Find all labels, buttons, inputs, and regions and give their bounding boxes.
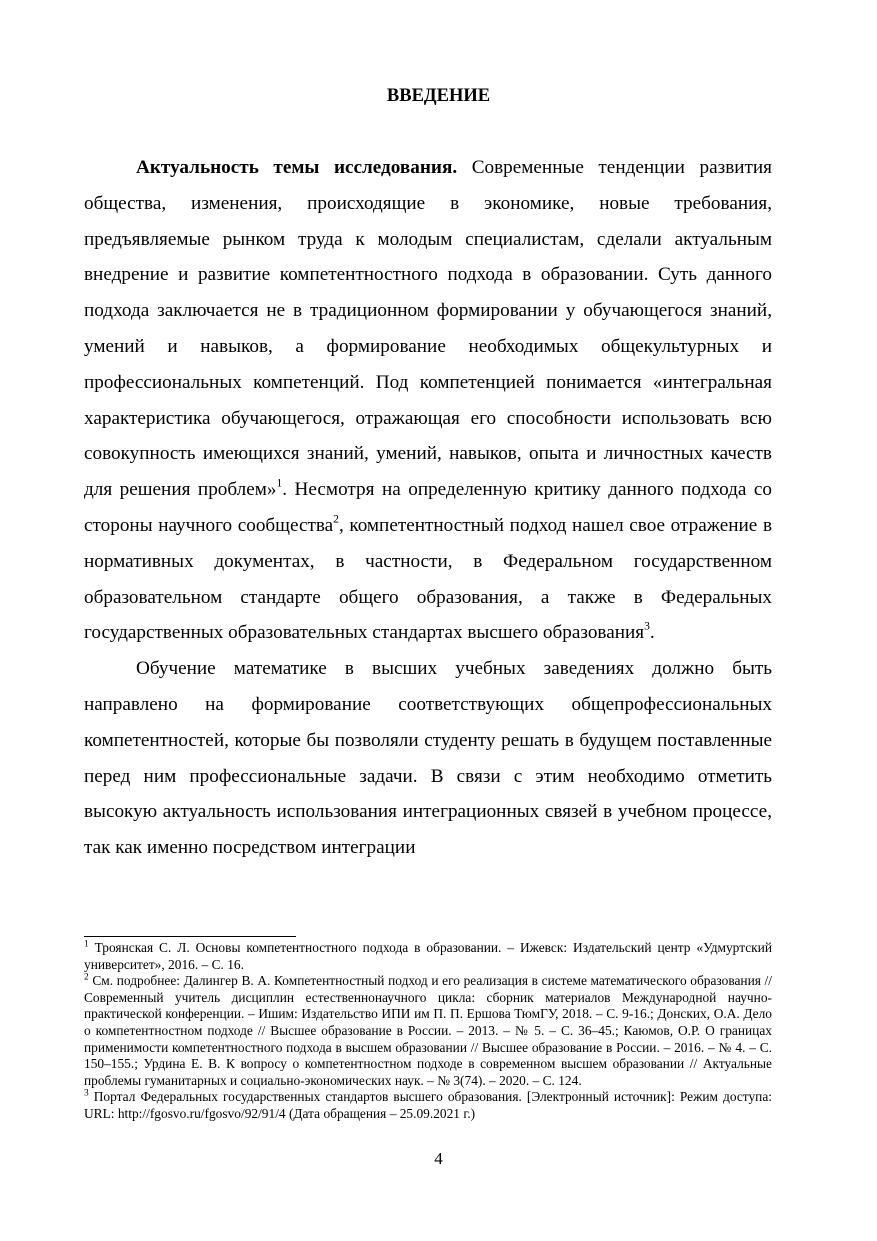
footnote-1 [84, 940, 772, 973]
footnote-ref-1: 1 [276, 477, 283, 490]
section-heading: ВВЕДЕНИЕ [386, 86, 491, 106]
relevance-lead: Актуальность темы исследования. [136, 157, 458, 178]
footnote-separator [84, 936, 296, 937]
footnote-number: 1 [84, 939, 89, 950]
page-number: 4 [434, 1149, 443, 1168]
paragraph-segment: , компетентностный подход нашел свое отражение в нормативных документах, в частности, в Федеральном государственном образовательном стандарте общего образования, а также в Федеральных государственных образовательных стандартах высшего образования [84, 514, 772, 644]
paragraph-relevance [84, 150, 772, 651]
footnotes [84, 940, 772, 1123]
footnote-number: 3 [84, 1088, 89, 1099]
paragraph-segment: . Несмотря на определенную критику данного подхода со стороны научного сообщества [84, 479, 773, 536]
footnote-ref-2: 2 [333, 513, 339, 526]
paragraph-segment: Современные тенденции развития общества, изменения, происходящие в экономике, новые требования, предъявляемые рынком труда к молодым специалистам, сделали актуальным внедрение и развитие компетентностного подхода в образовании. Суть данного подхода заключается не в традиционном формировании у обучающегося знаний, умений и навыков, а формирование необходимых общекультурных и профессиональных компетенций. Под компетенцией понимается «интегральная характеристика обучающегося, отражающая его способности использовать всю совокупность имеющихся знаний, умений, навыков, опыта и личностных качеств для решения проблем» [84, 157, 773, 501]
footnote-2 [84, 973, 772, 1089]
footnote-ref-3: 3 [644, 620, 650, 633]
footnote-text: Портал Федеральных государственных стандартов высшего образования. [Электронный источник]: Режим доступа: URL: http://fgosvo.ru/fgosvo/92/91/4 (Дата обращения – 25.09.2021 г.) [84, 1089, 772, 1121]
footnote-3 [84, 1089, 772, 1122]
footnote-number: 2 [84, 972, 89, 983]
paragraph-math-education: Обучение математике в высших учебных заведениях должно быть направлено на формирование соответствующих общепрофессиональных компетентностей, которые бы позволяли студенту решать в будущем поставленные перед ним профессиональные задачи. В связи с этим необходимо отметить высокую актуальность использования интеграционных связей в учебном процессе, так как именно посредством интеграции [84, 658, 772, 859]
paragraph-segment: . [649, 622, 655, 644]
body-text [84, 150, 772, 866]
footnote-text: См. подробнее: Далингер В. А. Компетентностный подход и его реализация в системе математического образования // Современный учитель дисциплин естественнонаучного цикла: сборник материалов Международной научно-практической конференции. – Ишим: Издательство ИПИ им П. П. Ершова ТюмГУ, 2018. – С. 9-16.; Донских, О.А. Дело о компетентностном подходе // Высшее образование в России. – 2013. – № 5. – С. 36–45.; Каюмов, О.Р. О границах применимости компетентностного подхода в высшем образовании // Высшее образование в России. – 2016. – № 4. – С. 150–155.; Урдина Е. В. К вопросу о компетентностном подходе в современном высшем образовании // Актуальные проблемы гуманитарных и социально-экономических наук. – № 3(74). – 2020. – С. 124. [84, 973, 772, 1088]
footnote-text: Троянская С. Л. Основы компетентностного подхода в образовании. – Ижевск: Издательский центр «Удмуртский университет», 2016. – С. 16. [84, 940, 772, 972]
